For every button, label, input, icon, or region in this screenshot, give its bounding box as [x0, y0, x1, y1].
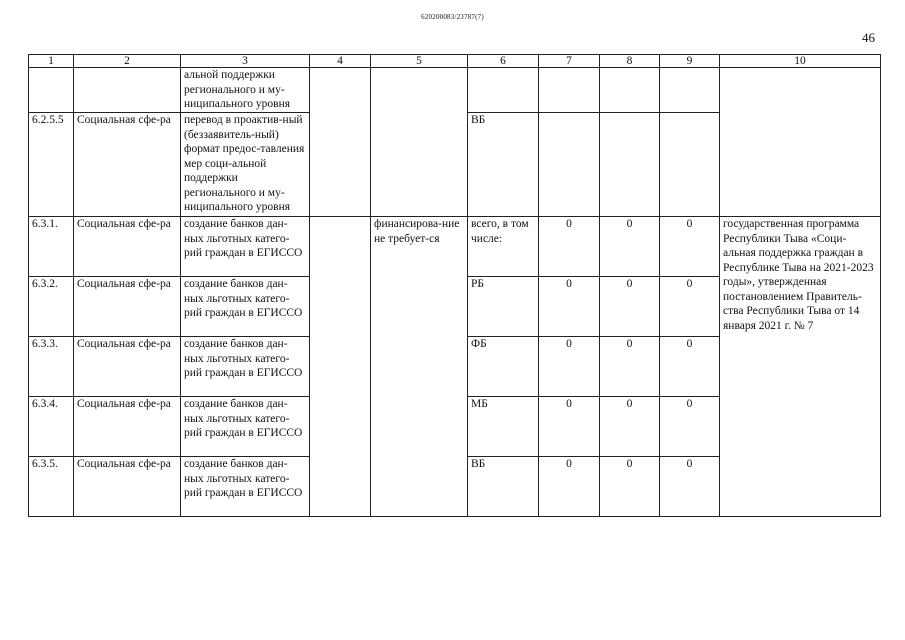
cell-value — [539, 68, 600, 113]
column-header: 8 — [600, 55, 660, 68]
cell-basis: государственная программа Республики Тыва «Соци-альная поддержка граждан в Республике Тыва на 2021-2023 годы», утвержденная постановлением Правитель-ства Республики Тыва от 14 января 2021 г. № 7 — [720, 217, 881, 517]
column-number-row — [29, 55, 881, 68]
column-header: 7 — [539, 55, 600, 68]
cell-source: ВБ — [468, 457, 539, 517]
table-row — [29, 217, 881, 277]
cell-measure: создание банков дан-ных льготных катего-рий граждан в ЕГИССО — [181, 217, 310, 277]
cell-measure: перевод в проактив-ный (беззаявитель-ный) формат предос-тавления мер соци-альной поддержки регионального и му-ниципального уровня — [181, 113, 310, 217]
cell-measure: альной поддержки регионального и му-ниципального уровня — [181, 68, 310, 113]
cell-measure: создание банков дан-ных льготных катего-рий граждан в ЕГИССО — [181, 277, 310, 337]
column-header: 10 — [720, 55, 881, 68]
cell-number: 6.3.3. — [29, 337, 74, 397]
column-header: 1 — [29, 55, 74, 68]
cell-value: 0 — [600, 277, 660, 337]
cell-value: 0 — [660, 217, 720, 277]
cell-number: 6.3.5. — [29, 457, 74, 517]
column-header: 5 — [371, 55, 468, 68]
document-code: 620200083/23787(7) — [421, 13, 484, 21]
cell-source: РБ — [468, 277, 539, 337]
cell-financing-note: финансирова-ние не требует-ся — [371, 217, 468, 517]
cell-value: 0 — [660, 277, 720, 337]
cell-value: 0 — [539, 337, 600, 397]
cell-value — [660, 68, 720, 113]
cell-value — [660, 113, 720, 217]
cell-source: ВБ — [468, 113, 539, 217]
cell-number: 6.3.2. — [29, 277, 74, 337]
column-header: 3 — [181, 55, 310, 68]
column-header: 9 — [660, 55, 720, 68]
cell-value: 0 — [600, 337, 660, 397]
page-number: 46 — [862, 30, 875, 45]
cell-value: 0 — [660, 337, 720, 397]
cell-source: МБ — [468, 397, 539, 457]
cell-number — [29, 68, 74, 113]
cell-value: 0 — [600, 217, 660, 277]
cell-sphere: Социальная сфе-ра — [74, 217, 181, 277]
cell-value — [539, 113, 600, 217]
cell-financing-note — [371, 68, 468, 217]
table-row — [29, 68, 881, 113]
cell-measure: создание банков дан-ных льготных катего-рий граждан в ЕГИССО — [181, 337, 310, 397]
cell-source: всего, в том числе: — [468, 217, 539, 277]
cell-sphere: Социальная сфе-ра — [74, 113, 181, 217]
cell-source: ФБ — [468, 337, 539, 397]
cell-measure: создание банков дан-ных льготных катего-рий граждан в ЕГИССО — [181, 397, 310, 457]
cell-value: 0 — [660, 397, 720, 457]
cell-sphere: Социальная сфе-ра — [74, 337, 181, 397]
cell-sphere: Социальная сфе-ра — [74, 277, 181, 337]
cell-number: 6.2.5.5 — [29, 113, 74, 217]
cell-value — [600, 68, 660, 113]
cell-value: 0 — [539, 217, 600, 277]
cell-value: 0 — [660, 457, 720, 517]
cell-value: 0 — [539, 277, 600, 337]
cell-number: 6.3.1. — [29, 217, 74, 277]
program-table — [28, 54, 881, 517]
cell-number: 6.3.4. — [29, 397, 74, 457]
cell-sphere: Социальная сфе-ра — [74, 457, 181, 517]
cell-measure: создание банков дан-ных льготных катего-рий граждан в ЕГИССО — [181, 457, 310, 517]
cell-basis — [720, 68, 881, 217]
cell-col4 — [310, 68, 371, 217]
cell-value: 0 — [600, 457, 660, 517]
cell-sphere: Социальная сфе-ра — [74, 397, 181, 457]
cell-value: 0 — [600, 397, 660, 457]
column-header: 4 — [310, 55, 371, 68]
cell-value: 0 — [539, 397, 600, 457]
cell-source — [468, 68, 539, 113]
cell-sphere — [74, 68, 181, 113]
cell-value — [600, 113, 660, 217]
cell-value: 0 — [539, 457, 600, 517]
cell-col4 — [310, 217, 371, 517]
column-header: 2 — [74, 55, 181, 68]
column-header: 6 — [468, 55, 539, 68]
